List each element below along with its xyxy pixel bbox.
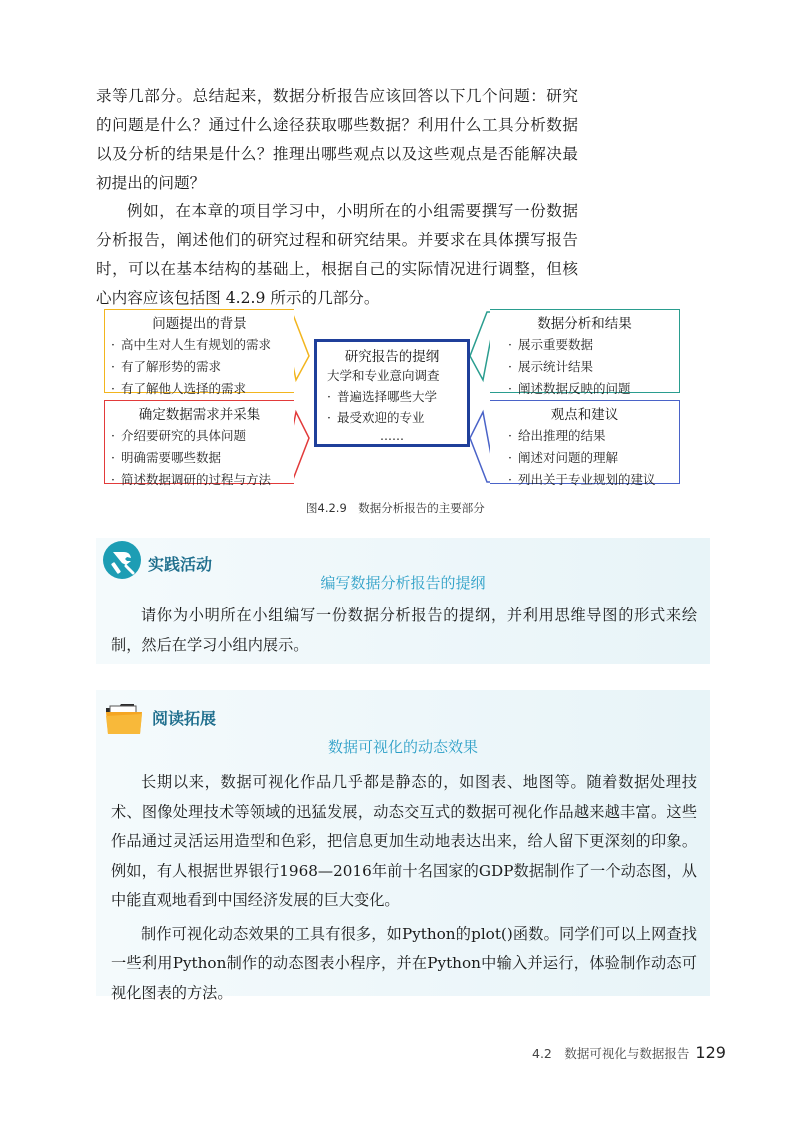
list-item: · 展示重要数据 [508, 334, 679, 356]
box-analysis [490, 309, 680, 396]
list-item: · 阐述对问题的理解 [508, 447, 679, 469]
body-paragraph-1: 录等几部分。总结起来，数据分析报告应该回答以下几个问题：研究的问题是什么？通过什么途径获取哪些数据？利用什么工具分析数据以及分析的结果是什么？推理出哪些观点以及这些观点是否能解决最初提出的问题？ [96, 87, 578, 192]
box-views-title: 观点和建议 [550, 407, 619, 423]
body-paragraph-2: 例如，在本章的项目学习中，小明所在的小组需要撰写一份数据分析报告，阐述他们的研究过程和研究结果。并要求在具体撰写报告时，可以在基本结构的基础上，根据自己的实际情况进行调整，但核心内容应该包括图 4.2.9 所示的几部分。 [96, 202, 578, 307]
practice-subtitle: 编写数据分析报告的提纲 [320, 574, 486, 592]
list-item: · 阐述数据反映的问题 [508, 378, 679, 400]
list-item: · 有了解形势的需求 [111, 356, 294, 378]
box-requirements-title: 确定数据需求并采集 [138, 407, 261, 423]
box-requirements [104, 400, 294, 487]
list-item: · 展示统计结果 [508, 356, 679, 378]
practice-text [111, 601, 697, 660]
list-item: · 最受欢迎的专业 [327, 407, 467, 428]
list-item: · 介绍要研究的具体问题 [111, 425, 294, 447]
reading-text [111, 768, 697, 1008]
box-outline-more: …… [380, 429, 404, 443]
box-views [490, 400, 680, 487]
page-footer [532, 1043, 726, 1062]
box-background [104, 309, 294, 396]
box-outline-subtitle: 大学和专业意向调查 [327, 368, 440, 383]
figure-caption: 图4.2.9 数据分析报告的主要部分 [306, 501, 485, 515]
box-analysis-title: 数据分析和结果 [537, 316, 632, 332]
list-item: · 简述数据调研的过程与方法 [111, 469, 294, 491]
reading-panel [96, 690, 710, 1002]
reading-subtitle: 数据可视化的动态效果 [327, 738, 478, 756]
list-item: · 普遍选择哪些大学 [327, 386, 467, 407]
practice-panel [96, 538, 710, 664]
list-item: · 高中生对人生有规划的需求 [111, 334, 294, 356]
reading-paragraph-2: 制作可视化动态效果的工具有很多，如Python的plot()函数。同学们可以上网查找一些利用Python制作的动态图表小程序，并在Python中输入并运行，体验制作动态可视化图表的方法。 [111, 924, 697, 1002]
box-outline-title: 研究报告的提纲 [344, 349, 440, 365]
list-item: · 列出关于专业规划的建议 [508, 469, 679, 491]
list-item: · 明确需要哪些数据 [111, 447, 294, 469]
reading-title: 阅读拓展 [152, 709, 217, 728]
list-item: · 给出推理的结果 [508, 425, 679, 447]
list-item: · 有了解他人选择的需求 [111, 378, 294, 400]
box-background-title: 问题提出的背景 [152, 316, 247, 332]
reading-paragraph-1: 长期以来，数据可视化作品几乎都是静态的，如图表、地图等。随着数据处理技术、图像处理技术等领域的迅猛发展，动态交互式的数据可视化作品越来越丰富。这些作品通过灵活运用造型和色彩，把信息更加生动地表达出来，给人留下更深刻的印象。例如，有人根据世界银行1968—2016年前十名国家的GDP数据制作了一个动态图，从中能直观地看到中国经济发展的巨大变化。 [111, 773, 697, 909]
box-outline [314, 339, 470, 447]
practice-title: 实践活动 [148, 555, 213, 574]
footer-section: 4.2 数据可视化与数据报告 [532, 1046, 690, 1061]
page-number: 129 [695, 1043, 726, 1062]
folder-icon [104, 702, 144, 736]
practice-paragraph: 请你为小明所在小组编写一份数据分析报告的提纲，并利用思维导图的形式来绘制，然后在学习小组内展示。 [111, 606, 697, 654]
